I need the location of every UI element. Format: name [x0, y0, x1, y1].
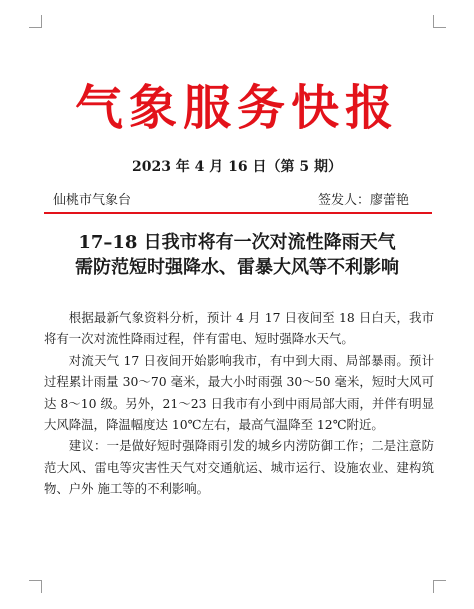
issue-date-line: 2023 年 4 月 16 日（第 5 期）	[131, 159, 343, 175]
headline	[40, 230, 434, 280]
signer-line: 签发人：廖蕾艳	[318, 193, 410, 208]
crop-mark-bottom-left	[29, 580, 42, 593]
issuer-organization: 仙桃市气象台	[53, 193, 132, 208]
crop-mark-top-right	[433, 15, 446, 28]
crop-mark-bottom-right	[433, 580, 446, 593]
headline-line-1: 17–18 日我市将有一次对流性降雨天气	[78, 232, 396, 253]
red-divider-rule	[44, 212, 432, 214]
body-paragraph-1: 根据最新气象资料分析，预计 4 月 17 日夜间至 18 日白天，我市将有一次对流性降雨过程，伴有雷电、短时强降水天气。	[44, 310, 434, 347]
body-paragraph-2: 对流天气 17 日夜间开始影响我市，有中到大雨、局部暴雨。预计过程累计雨量 30～70 毫米，最大小时雨强 30～50 毫米，短时大风可达 8～10 级。另外，21～23 日我市有小到中雨局部大雨，并伴有明显大风降温，降温幅度达 10℃左右，最高气温降至 12℃附近。	[44, 352, 434, 433]
masthead-title: 气象服务快报	[74, 80, 399, 136]
body-paragraph-3: 建议：一是做好短时强降雨引发的城乡内涝防御工作；二是注意防范大风、雷电等灾害性天气对交通航运、城市运行、设施农业、建构筑物、户外 施工等的不利影响。	[44, 438, 434, 497]
crop-mark-top-left	[29, 15, 42, 28]
headline-line-2: 需防范短时强降水、雷暴大风等不利影响	[75, 257, 399, 278]
body-text	[44, 307, 434, 500]
